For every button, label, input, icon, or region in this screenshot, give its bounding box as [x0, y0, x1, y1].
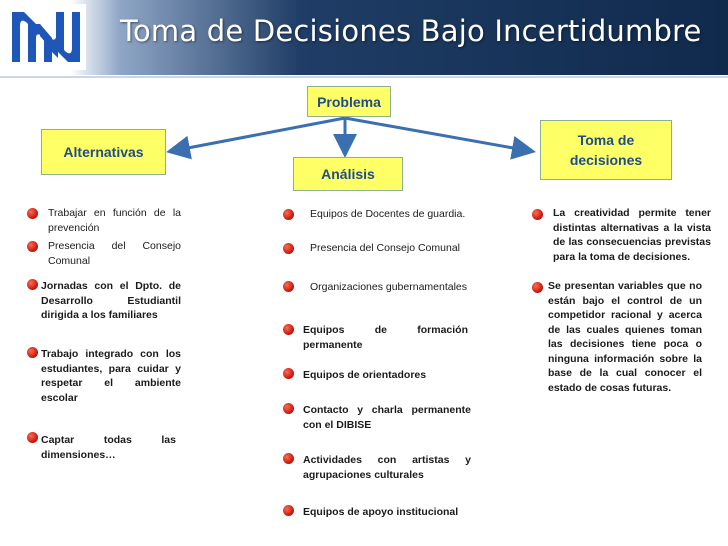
analisis-item: Actividades con artistas y agrupaciones culturales [303, 454, 471, 481]
bullet-icon [27, 279, 38, 290]
analisis-item: Equipos de apoyo institucional [303, 506, 459, 518]
page-title: Toma de Decisiones Bajo Incertidumbre [120, 14, 702, 48]
bullet-icon [283, 281, 294, 292]
alternativa-item: Trabajo integrado con los estudiantes, para cuidar y respetar el ambiente escolar [41, 348, 181, 404]
node-analisis: Análisis [293, 157, 403, 191]
analisis-item: Equipos de formación permanente [303, 324, 468, 351]
alternativa-item: Trabajar en función de la prevención [48, 207, 181, 234]
bullet-icon [27, 432, 38, 443]
alternativa-item: Captar todas las dimensiones… [41, 434, 176, 461]
bullet-icon [283, 243, 294, 254]
bullet-icon [532, 209, 543, 220]
arrow-to-alternativas [172, 118, 345, 151]
analisis-item: Presencia del Consejo Comunal [310, 242, 460, 254]
node-toma-de-decisiones: Toma de decisiones [540, 120, 672, 180]
bullet-icon [283, 453, 294, 464]
alternativa-item: Jornadas con el Dpto. de Desarrollo Estudiantil dirigida a los familiares [41, 280, 181, 321]
alternativa-item: Presencia del Consejo Comunal [48, 240, 181, 267]
node-problema: Problema [307, 86, 391, 117]
analisis-item: Equipos de orientadores [303, 369, 427, 381]
analisis-item: Equipos de Docentes de guardia. [310, 208, 466, 220]
bullet-icon [27, 208, 38, 219]
bullet-icon [283, 403, 294, 414]
node-alternativas: Alternativas [41, 129, 166, 175]
bullet-icon [532, 282, 543, 293]
analisis-item: Organizaciones gubernamentales [310, 281, 468, 293]
analisis-item: Contacto y charla permanente con el DIBISE [303, 404, 471, 431]
bullet-icon [283, 324, 294, 335]
bullet-icon [283, 505, 294, 516]
bullet-icon [27, 347, 38, 358]
toma-item: Se presentan variables que no están bajo el control de un competidor racional y acerca de las cuales quienes toman las decisiones tiene poca o ninguna información sobre la base de la cual conocer el estado de cosas futuras. [548, 280, 702, 394]
bullet-icon [27, 241, 38, 252]
arrow-to-toma [345, 118, 530, 151]
toma-item: La creatividad permite tener distintas alternativas a la vista de las consecuencias previstas para la toma de decisiones. [553, 207, 711, 263]
bullet-icon [283, 368, 294, 379]
bullet-icon [283, 209, 294, 220]
